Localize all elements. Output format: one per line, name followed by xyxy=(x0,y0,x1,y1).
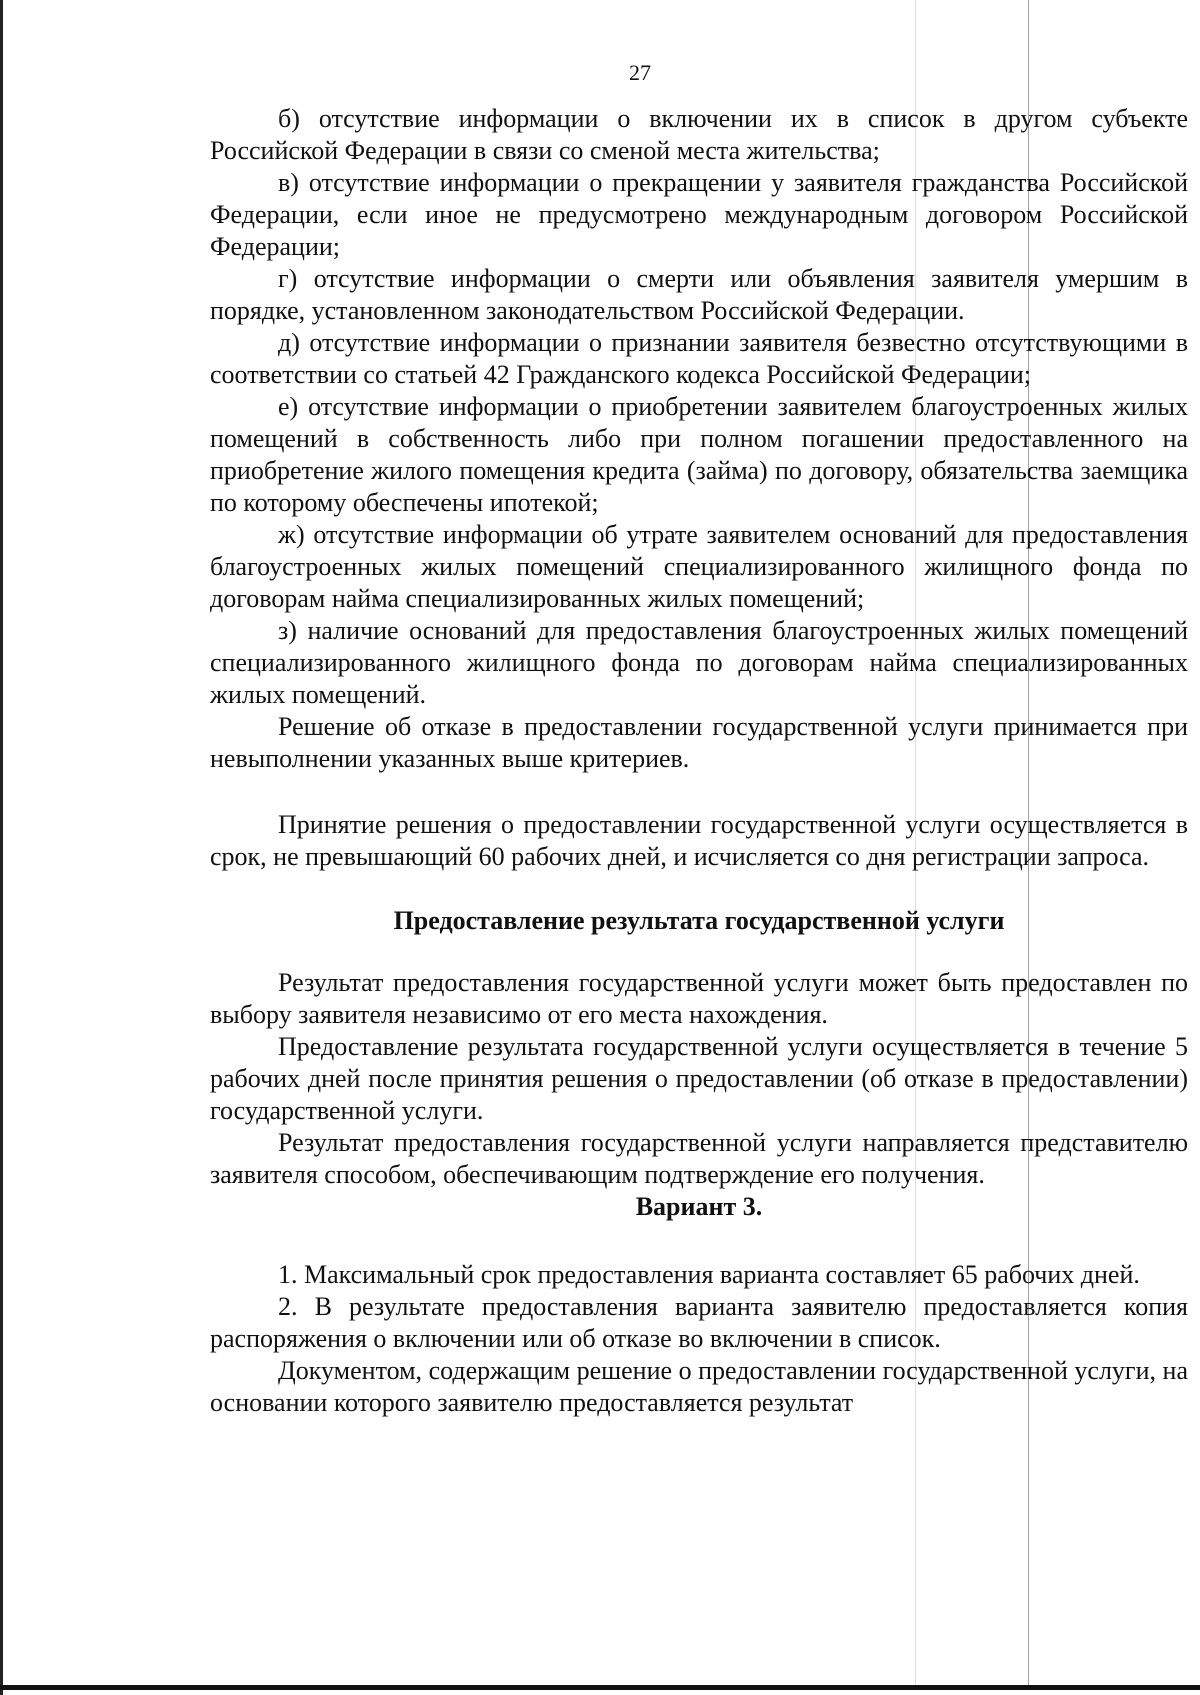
variant-heading: Вариант 3. xyxy=(635,1192,763,1221)
paragraph-item-v: в) отсутствие информации о прекращении у заявителя гражданства Российской Федерации, если иное не предусмотрено международным договором Российской Федерации; xyxy=(210,168,1188,261)
section-heading: Предоставление результата государственной услуги xyxy=(393,906,1005,935)
scan-left-edge xyxy=(0,0,3,1695)
paragraph-result-delivery: Результат предоставления государственной услуги направляется представителю заявителя способом, обеспечивающим подтверждение его получения. xyxy=(210,1128,1188,1189)
paragraph-item-d: д) отсутствие информации о признании заявителя безвестно отсутствующими в соответствии со статьей 42 Гражданского кодекса Российской Федерации; xyxy=(210,328,1188,389)
paragraph-item-z: з) наличие оснований для предоставления благоустроенных жилых помещений специализированного жилищного фонда по договорам найма специализированных жилых помещений. xyxy=(210,616,1188,709)
paragraph-refusal-decision: Решение об отказе в предоставлении государственной услуги принимается при невыполнении указанных выше критериев. xyxy=(210,712,1188,773)
paragraph-variant-document: Документом, содержащим решение о предоставлении государственной услуги, на основании которого заявителю предоставляется результат xyxy=(210,1356,1188,1417)
page-bottom-border xyxy=(0,1685,1200,1690)
paragraph-decision-term: Принятие решения о предоставлении государственной услуги осуществляется в срок, не превышающий 60 рабочих дней, и исчисляется со дня регистрации запроса. xyxy=(210,810,1188,871)
paragraph-result-timing: Предоставление результата государственной услуги осуществляется в течение 5 рабочих дней после принятия решения о предоставлении (об отказе в предоставлении) государственной услуги. xyxy=(210,1032,1188,1125)
page-number: 27 xyxy=(629,60,651,85)
paragraph-result-choice: Результат предоставления государственной услуги может быть предоставлен по выбору заявителя независимо от его места нахождения. xyxy=(210,968,1188,1029)
paragraph-item-zh: ж) отсутствие информации об утрате заявителем оснований для предоставления благоустроенных жилых помещений специализированного жилищного фонда по договорам найма специализированных жилых помещений; xyxy=(210,520,1188,613)
paragraph-item-b: б) отсутствие информации о включении их в список в другом субъекте Российской Федерации в связи со сменой места жительства; xyxy=(210,104,1188,165)
paragraph-item-e: е) отсутствие информации о приобретении заявителем благоустроенных жилых помещений в собственность либо при полном погашении предоставленного на приобретение жилого помещения кредита (займа) по договору, обязательства заемщика по которому обеспечены ипотекой; xyxy=(210,392,1188,517)
paragraph-item-g: г) отсутствие информации о смерти или объявления заявителя умершим в порядке, установленном законодательством Российской Федерации. xyxy=(210,264,1188,325)
document-body xyxy=(210,103,1188,1419)
paragraph-variant-result: 2. В результате предоставления варианта заявителю предоставляется копия распоряжения о включении или об отказе во включении в список. xyxy=(210,1292,1188,1353)
paragraph-variant-max-term: 1. Максимальный срок предоставления варианта составляет 65 рабочих дней. xyxy=(278,1260,1140,1289)
